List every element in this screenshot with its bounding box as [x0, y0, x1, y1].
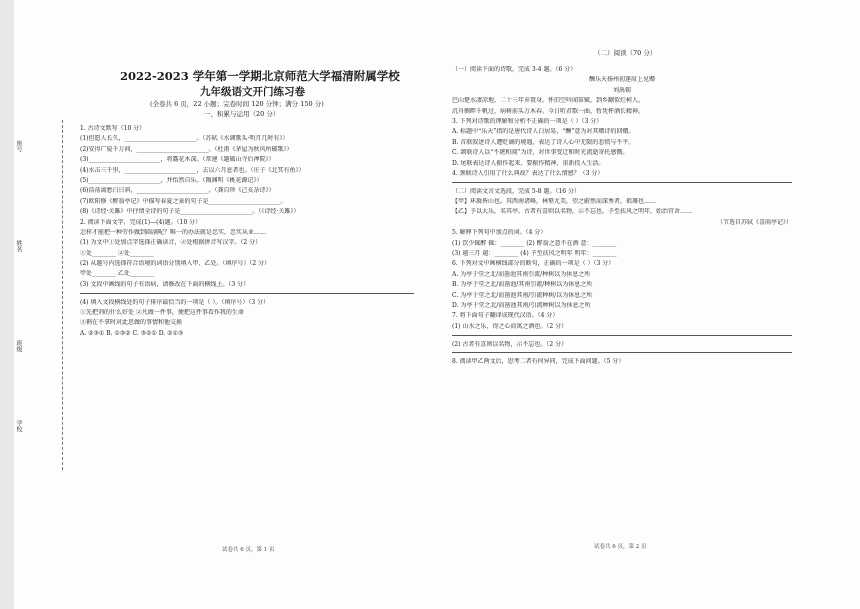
left-page-body	[80, 125, 414, 340]
question-line: (7)欧阳修《醉翁亭记》中描写春夏之景的句子是________________________。	[80, 197, 287, 205]
poem-line: 沉舟侧畔千帆过，病树前头万木春。今日听君歌一曲，暂凭杯酒长精神。	[452, 107, 645, 115]
answer-line: (1) 饮少辄醉 辄：________ (2) 醉翁之意不在酒 意：________	[452, 239, 617, 247]
question-line: 8. 阅读甲乙两文后，思考二者有何异同，完成下面问题。（5 分）	[452, 358, 625, 366]
answer-rule	[80, 293, 414, 294]
passage-line: 怎样才能把一种劳作做到圆满呢？唯一的办法就是忠实，忠实从业……	[80, 228, 267, 236]
option-line: ①先把剂的什么好处 ②凡做一件事，便把这件事看作我的生命	[80, 309, 244, 317]
question-line: (2) 从题号内选择符合语境的词语分别填入甲、乙处。（填序号）（2 分）	[80, 260, 271, 268]
option-line: B. 首联叙述诗人遭贬谪的境遇，表达了诗人心中无限的悲愤与不平。	[452, 138, 635, 146]
poem-title: 酬乐天扬州初逢席上见赠	[588, 76, 655, 84]
exam-subtitle: 九年级语文开门练习卷	[200, 86, 305, 98]
question-line: 6. 下列对文中画横线部分的断句，正确的一项是（ ）（3 分）	[452, 260, 615, 268]
option-line: D. 为亭于堂之北/而凿池其南/引流种树以为休息之所	[452, 302, 591, 309]
right-page-body	[452, 66, 792, 369]
option-line: ③剩在不拿时对此思做的事情和他交换	[80, 319, 183, 327]
question-line: (4) 填入文段横线处的句子排序最恰当的一项是（ ）。（填序号）（3 分）	[80, 298, 270, 306]
scan-edge-shadow	[0, 0, 14, 609]
student-info-margin	[14, 120, 63, 470]
section-heading: 一、积累与运用（20 分）	[204, 110, 280, 118]
passage-source: （节选自苏轼《喜雨亭记》）	[716, 218, 792, 226]
question-line: (3) 文段中画线的句子有语病，请修改在下面的横线上。（3 分）	[80, 280, 250, 288]
question-line: (3)________________________，将露花木深。（常建《题破山寺后禅院》）	[80, 156, 275, 164]
exam-title: 2022-2023 学年第一学期北京师范大学福清附属学校	[120, 69, 400, 83]
question-line: (6)浩荡离愁白日斜，________________________。（龚自珍《己亥杂诗》）	[80, 187, 275, 195]
page-footer: 试卷共 6 页，第 1 页	[222, 547, 275, 553]
right-page	[444, 20, 796, 580]
question-line: 4. 颈联诗人引用了什么典故？表达了什么情感？（3 分）	[452, 169, 604, 177]
question-line: (1) 为文中①处加点字选择正确读音，②处根据拼音写汉字。（2 分）	[80, 239, 262, 247]
side-label: 座号	[15, 140, 22, 152]
option-line: C. 颔联诗人以“不堪和闻”为诗，对世事变迁和时光流逝寄托感慨。	[452, 149, 629, 157]
part-heading: （二）阅读（70 分）	[594, 49, 657, 57]
option-line: C. 为亭于堂之北/而凿池其南/引流种树/以为休息之所	[452, 291, 593, 299]
choice-line: A. ②③① B. ①③② C. ③②① D. ②①③	[80, 329, 184, 337]
answer-rule	[452, 352, 792, 353]
poem-line: 巴山楚水凄凉地，二十三年弃置身。怀旧空吟闻笛赋，到乡翻似烂柯人。	[452, 97, 645, 105]
side-label: 班级	[15, 340, 22, 352]
answer-line: ①处________ ②处________	[80, 249, 154, 257]
option-line: B. 为亭于堂之北/而凿池/其南引流/种树以为休息之所	[452, 281, 593, 289]
answer-line: 甲处________ 乙处________	[80, 270, 154, 278]
question-line: 3. 下列对诗歌的理解和分析不正确的一项是（ ）（3 分）	[452, 117, 603, 125]
question-line: （一）阅读下面的诗歌，完成 3-4 题。（6 分）	[452, 66, 577, 73]
question-line: 5. 解释下列句中加点的词。（4 分）	[452, 229, 547, 237]
question-line: (4)水击三千里，________________________，去以六月息者也。（庄子《北冥有鱼》）	[80, 166, 305, 174]
option-line: A. 标题中“乐天”指的是唐代诗人白居易，“酬”意为对其赠诗的回赠。	[452, 128, 635, 136]
question-line: (2) 古者有喜则以名物，示不忘也。（2 分）	[452, 340, 568, 348]
question-line: 7. 将下面句子翻译成现代汉语。（4 分）	[452, 312, 559, 320]
passage-line: 【乙】予以大乐，名其亭。古者有喜则以名物，示不忘也。予至扶风之明年，始治官舍……	[452, 208, 693, 216]
question-line: (8)《诗经·关雎》中抒情全诗的句子是________________________。（《诗经·关雎》）	[80, 208, 300, 216]
option-line: A. 为亭于堂之北/而凿池其南引流/种树以为休息之所	[452, 270, 591, 278]
question-line: （二）阅读文言文选段，完成 5-8 题。（16 分）	[452, 187, 581, 195]
answer-rule	[452, 335, 792, 336]
question-line: (2)安得广厦千万间，________________________。（杜甫《茅屋为秋风所破歌》）	[80, 145, 293, 153]
answer-rule	[452, 182, 792, 183]
passage-line: 【甲】环滁皆山也。其西南诸峰，林壑尤美，望之蔚然而深秀者，琅琊也……	[452, 198, 657, 206]
exam-meta: (全卷共 6 页，22 小题；完卷时间 120 分钟；满分 150 分)	[150, 100, 324, 108]
question-line: (1)但愿人长久，________________________。（苏轼《水调歌头·明月几时有》）	[80, 135, 289, 143]
poem-author: 刘禹锡	[612, 86, 631, 94]
question-line: (5)________________________，并怡然自乐。（陶渊明《桃花源记》）	[80, 176, 263, 184]
side-label: 姓名	[15, 240, 22, 252]
question-line: (1) 山水之乐，得之心而寓之酒也。（2 分）	[452, 322, 568, 330]
question-line: 1. 古诗文默写（10 分）	[80, 125, 146, 132]
option-line: D. 尾联表达诗人振作起来，要振作精神，重新投入生活。	[452, 159, 605, 167]
question-line: 2. 阅读下面文字，完成(1)—(4)题。（10 分）	[80, 218, 202, 226]
page-footer: 试卷共 6 页，第 2 页	[594, 544, 647, 550]
answer-line: (3) 越三月 越：________ (4) 予至扶风之明年 明年：________	[452, 250, 617, 258]
left-page	[72, 20, 417, 580]
side-label: 学校	[15, 420, 22, 432]
